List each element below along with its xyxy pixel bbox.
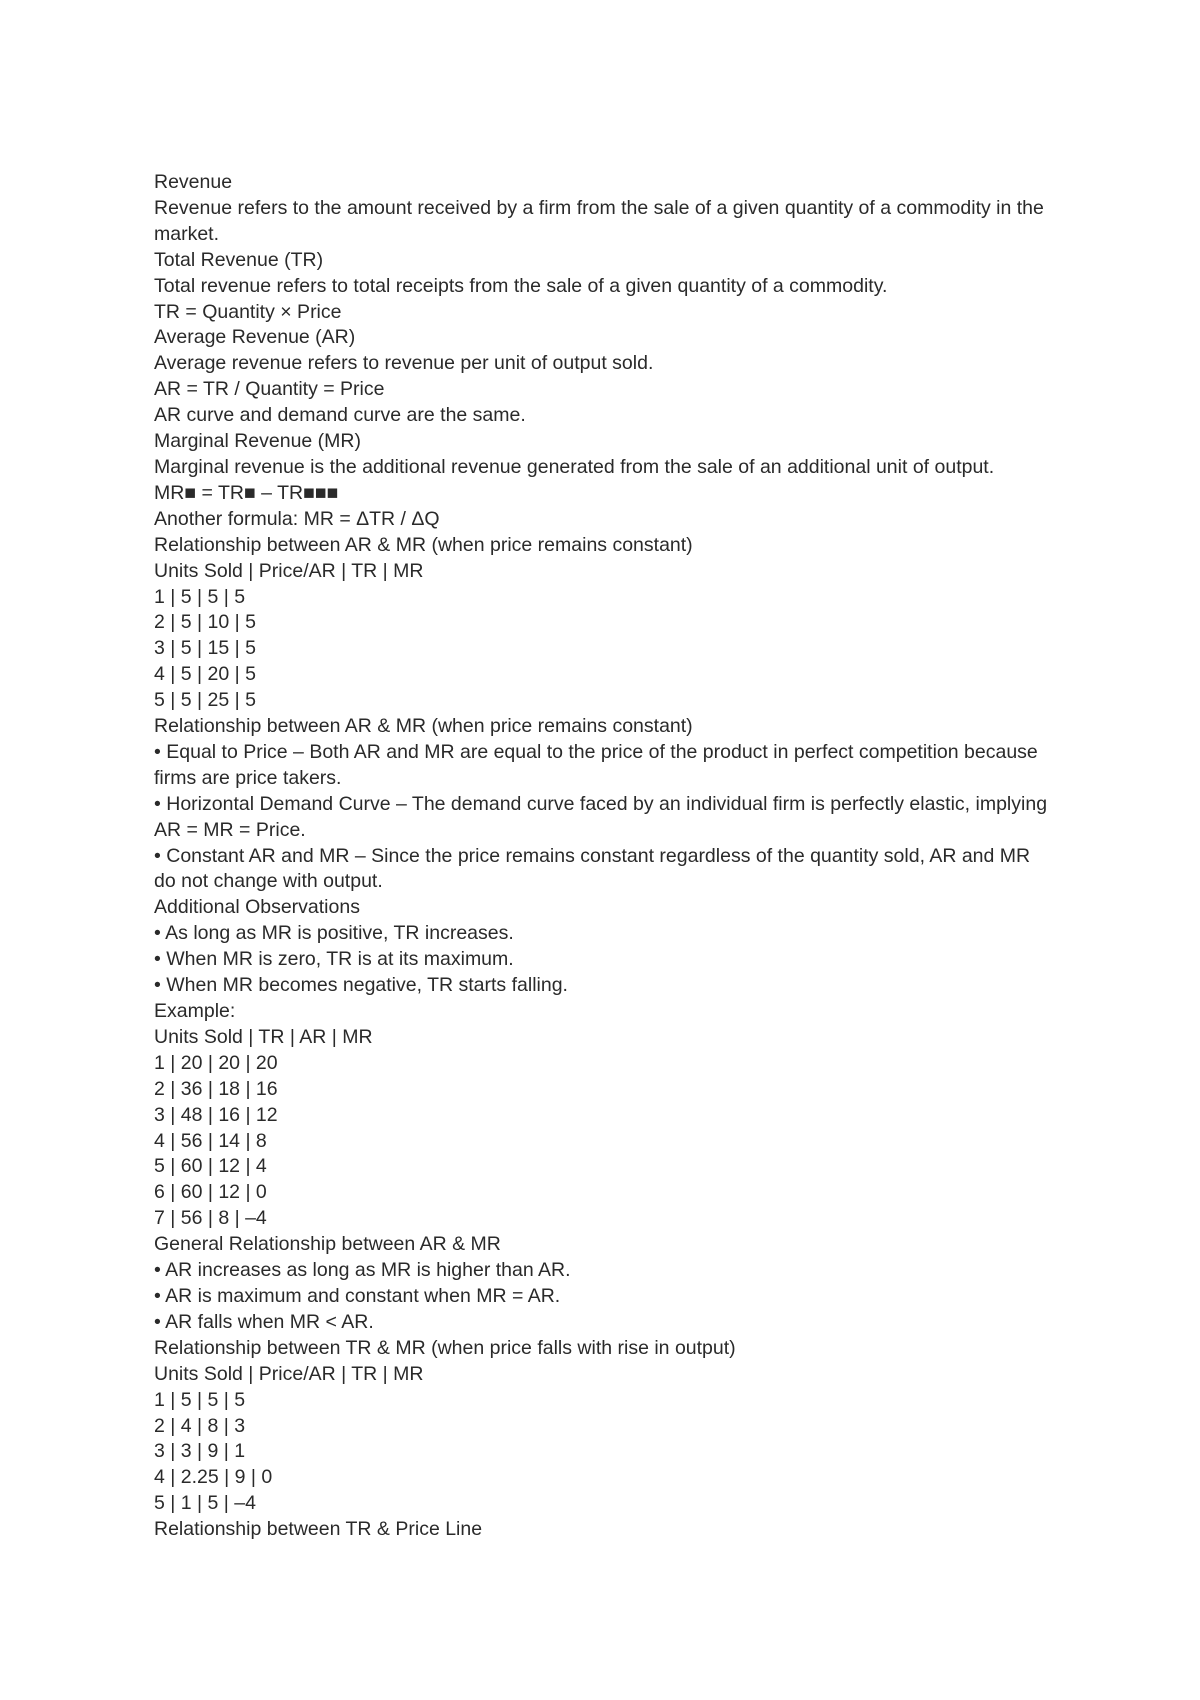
heading-marginal-revenue: Marginal Revenue (MR) — [154, 430, 361, 453]
heading-ar-mr-constant: Relationship between AR & MR (when price remains constant) — [154, 533, 693, 556]
table1-row: 2 | 5 | 10 | 5 — [154, 611, 256, 634]
table1-row: 1 | 5 | 5 | 5 — [154, 585, 246, 608]
table2-row: 7 | 56 | 8 | –4 — [154, 1207, 267, 1230]
ar-formula: AR = TR / Quantity = Price — [154, 378, 385, 401]
table3-header: Units Sold | Price/AR | TR | MR — [154, 1362, 424, 1385]
heading-additional-observations: Additional Observations — [154, 896, 360, 919]
mr-formula: MR■ = TR■ – TR■■■ — [154, 481, 339, 504]
table2-row: 6 | 60 | 12 | 0 — [154, 1181, 267, 1204]
table3-row: 4 | 2.25 | 9 | 0 — [154, 1466, 273, 1489]
heading-ar-mr-constant-repeat: Relationship between AR & MR (when price remains constant) — [154, 715, 693, 738]
document-page — [154, 170, 1054, 1543]
example-label: Example: — [154, 1000, 236, 1022]
average-revenue-definition: Average revenue refers to revenue per unit of output sold. — [154, 352, 654, 375]
bullet-general: • AR falls when MR < AR. — [154, 1310, 374, 1333]
table3-row: 1 | 5 | 5 | 5 — [154, 1388, 246, 1411]
table2-header: Units Sold | TR | AR | MR — [154, 1025, 373, 1048]
bullet-horizontal-demand: • Horizontal Demand Curve – The demand curve faced by an individual firm is perfectly elastic, implying AR = MR = Price. — [154, 792, 1048, 841]
heading-general-relationship: General Relationship between AR & MR — [154, 1233, 501, 1256]
table3-row: 5 | 1 | 5 | –4 — [154, 1492, 256, 1515]
table3-row: 2 | 4 | 8 | 3 — [154, 1414, 246, 1437]
table2-row: 2 | 36 | 18 | 16 — [154, 1077, 278, 1100]
bullet-observation: • When MR becomes negative, TR starts falling. — [154, 974, 568, 997]
table2-row: 3 | 48 | 16 | 12 — [154, 1103, 278, 1126]
table1-row: 3 | 5 | 15 | 5 — [154, 637, 256, 660]
table2-row: 4 | 56 | 14 | 8 — [154, 1129, 267, 1152]
table3-row: 3 | 3 | 9 | 1 — [154, 1440, 246, 1463]
table1-row: 5 | 5 | 25 | 5 — [154, 689, 256, 712]
bullet-observation: • As long as MR is positive, TR increases. — [154, 922, 514, 945]
heading-total-revenue: Total Revenue (TR) — [154, 248, 324, 271]
bullet-equal-to-price: • Equal to Price – Both AR and MR are equal to the price of the product in perfect competition because firms are price takers. — [154, 740, 1038, 789]
heading-tr-price-line: Relationship between TR & Price Line — [154, 1518, 483, 1541]
table1-row: 4 | 5 | 20 | 5 — [154, 663, 256, 686]
table2-row: 1 | 20 | 20 | 20 — [154, 1051, 278, 1074]
bullet-observation: • When MR is zero, TR is at its maximum. — [154, 948, 514, 971]
table1-header: Units Sold | Price/AR | TR | MR — [154, 559, 424, 582]
revenue-definition: Revenue refers to the amount received by a firm from the sale of a given quantity of a commodity in the market. — [154, 196, 1044, 245]
bullet-general: • AR increases as long as MR is higher than AR. — [154, 1259, 571, 1282]
heading-average-revenue: Average Revenue (AR) — [154, 326, 356, 349]
bullet-constant-ar-mr: • Constant AR and MR – Since the price remains constant regardless of the quantity sold, AR and MR do not change with output. — [154, 844, 1031, 893]
ar-demand-note: AR curve and demand curve are the same. — [154, 404, 526, 427]
tr-formula: TR = Quantity × Price — [154, 300, 342, 323]
heading-tr-mr-falling-price: Relationship between TR & MR (when price falls with rise in output) — [154, 1336, 736, 1359]
table2-row: 5 | 60 | 12 | 4 — [154, 1155, 267, 1178]
mr-alt-formula: Another formula: MR = ΔTR / ΔQ — [154, 507, 440, 530]
heading-revenue: Revenue — [154, 171, 233, 193]
marginal-revenue-definition: Marginal revenue is the additional revenue generated from the sale of an additional unit of output. — [154, 455, 995, 478]
total-revenue-definition: Total revenue refers to total receipts from the sale of a given quantity of a commodity. — [154, 274, 888, 297]
bullet-general: • AR is maximum and constant when MR = AR. — [154, 1284, 561, 1307]
